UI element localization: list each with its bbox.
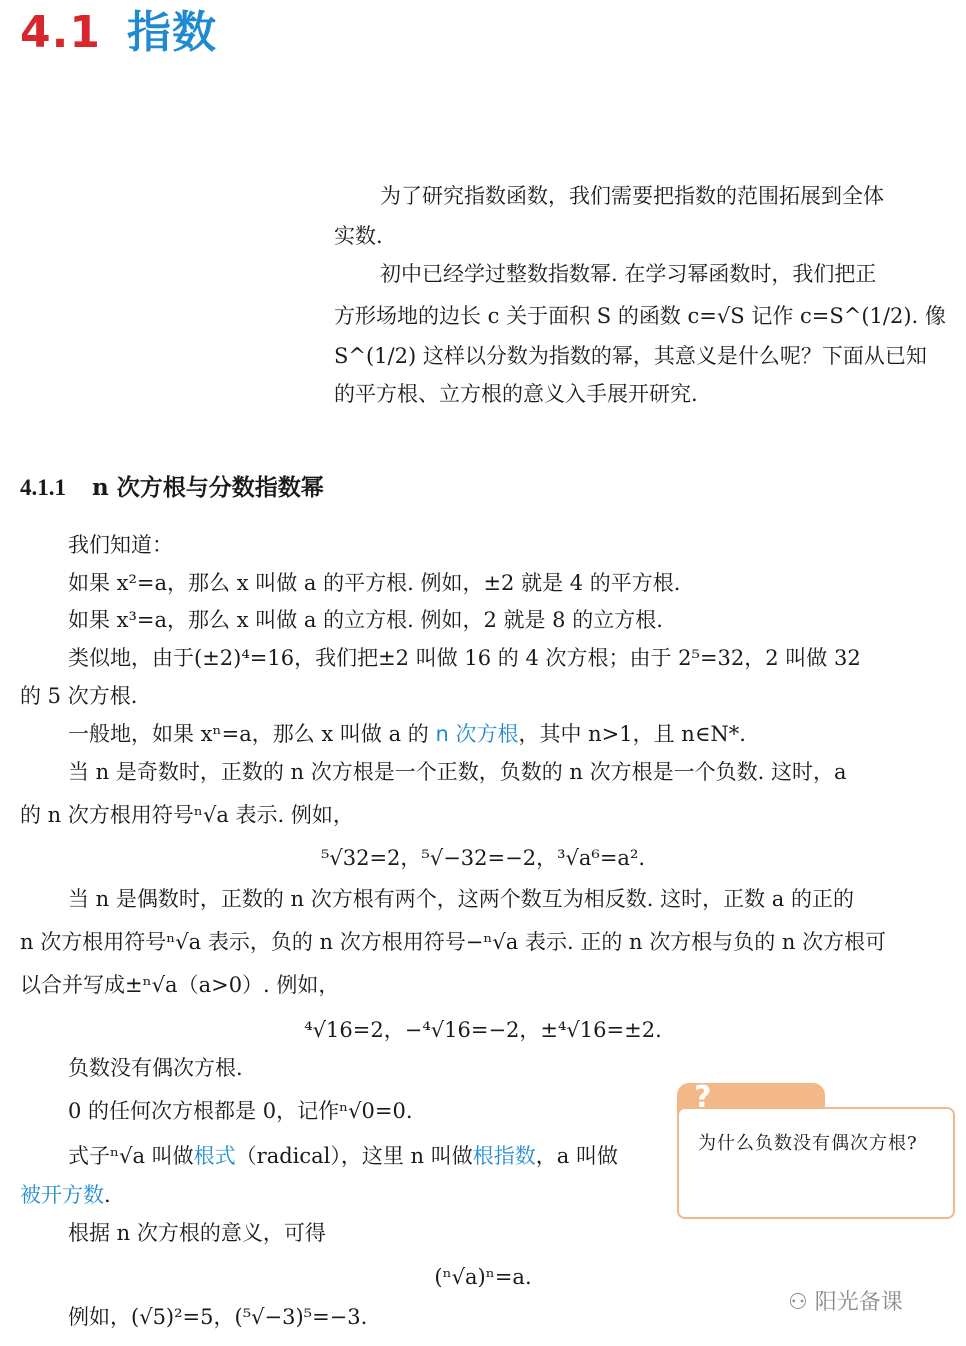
watermark-text: 阳光备课 [814, 1290, 903, 1315]
radical-definition-line [68, 1141, 618, 1171]
term-radicand: 被开方数 [20, 1183, 104, 1207]
term-nth-root: n 次方根 [435, 722, 519, 746]
body-line: 的 5 次方根. [20, 684, 138, 708]
body-line: 我们知道： [68, 533, 173, 557]
text: ，其中 n>1，且 n∈N*. [518, 722, 746, 746]
watermark [788, 1285, 903, 1316]
intro-line: 的平方根、立方根的意义入手展开研究. [334, 382, 698, 406]
question-text: 为什么负数没有偶次方根? [698, 1133, 918, 1154]
body-line: 以合并写成±ⁿ√a（a>0）. 例如， [20, 973, 340, 997]
term-root-index: 根指数 [472, 1144, 536, 1168]
chapter-number: 4.1 [20, 7, 101, 58]
definition-line [68, 719, 746, 749]
text: （radical），这里 n 叫做 [235, 1144, 473, 1168]
section-name: n 次方根与分数指数幂 [92, 474, 324, 501]
body-line: 类似地，由于(±2)⁴=16，我们把±2 叫做 16 的 4 次方根；由于 2⁵=32，2 叫做 32 [68, 646, 861, 670]
body-line: 根据 n 次方根的意义，可得 [68, 1221, 326, 1245]
question-mark-icon: ? [694, 1080, 712, 1115]
formula-even-roots: ⁴√16=2，−⁴√16=−2，±⁴√16=±2. [304, 1018, 662, 1042]
body-line: 例如，(√5)²=5，(⁵√−3)⁵=−3. [68, 1305, 368, 1329]
body-line: 当 n 是奇数时，正数的 n 次方根是一个正数，负数的 n 次方根是一个负数. 这时，a [68, 760, 847, 784]
text: ，a 叫做 [535, 1144, 618, 1168]
text: 一般地，如果 xⁿ=a，那么 x 叫做 a 的 [68, 722, 436, 746]
radicand-line [20, 1180, 111, 1210]
body-line: n 次方根用符号ⁿ√a 表示，负的 n 次方根用符号−ⁿ√a 表示. 正的 n 次方根与负的 n 次方根可 [20, 930, 887, 954]
section-number: 4.1.1 [20, 475, 66, 500]
chapter-name: 指数 [126, 7, 217, 58]
text: 式子ⁿ√a 叫做 [68, 1144, 194, 1168]
intro-line: 实数. [334, 224, 383, 248]
body-line: 如果 x²=a，那么 x 叫做 a 的平方根. 例如，±2 就是 4 的平方根. [68, 571, 681, 595]
text: . [104, 1183, 111, 1207]
intro-line: 初中已经学过整数指数幂. 在学习幂函数时，我们把正 [380, 262, 877, 286]
body-line: 如果 x³=a，那么 x 叫做 a 的立方根. 例如，2 就是 8 的立方根. [68, 608, 663, 632]
body-line: 负数没有偶次方根. [68, 1056, 243, 1080]
chapter-title [20, 8, 217, 58]
formula-root-power: (ⁿ√a)ⁿ=a. [434, 1265, 532, 1289]
question-box [677, 1107, 955, 1219]
wechat-icon: ⚇ [788, 1290, 808, 1315]
intro-line: S^(1/2) 这样以分数为指数的幂，其意义是什么呢？下面从已知 [334, 344, 927, 368]
formula-odd-roots: ⁵√32=2，⁵√−32=−2，³√a⁶=a². [320, 846, 646, 870]
body-line: 当 n 是偶数时，正数的 n 次方根有两个，这两个数互为相反数. 这时，正数 a 的正的 [68, 887, 854, 911]
intro-line: 为了研究指数函数，我们需要把指数的范围拓展到全体 [380, 184, 884, 208]
term-radical: 根式 [193, 1144, 236, 1168]
intro-line: 方形场地的边长 c 关于面积 S 的函数 c=√S 记作 c=S^(1/2). 像 [334, 304, 946, 328]
body-line: 的 n 次方根用符号ⁿ√a 表示. 例如， [20, 803, 354, 827]
section-title [20, 472, 324, 504]
body-line: 0 的任何次方根都是 0，记作ⁿ√0=0. [68, 1099, 413, 1123]
